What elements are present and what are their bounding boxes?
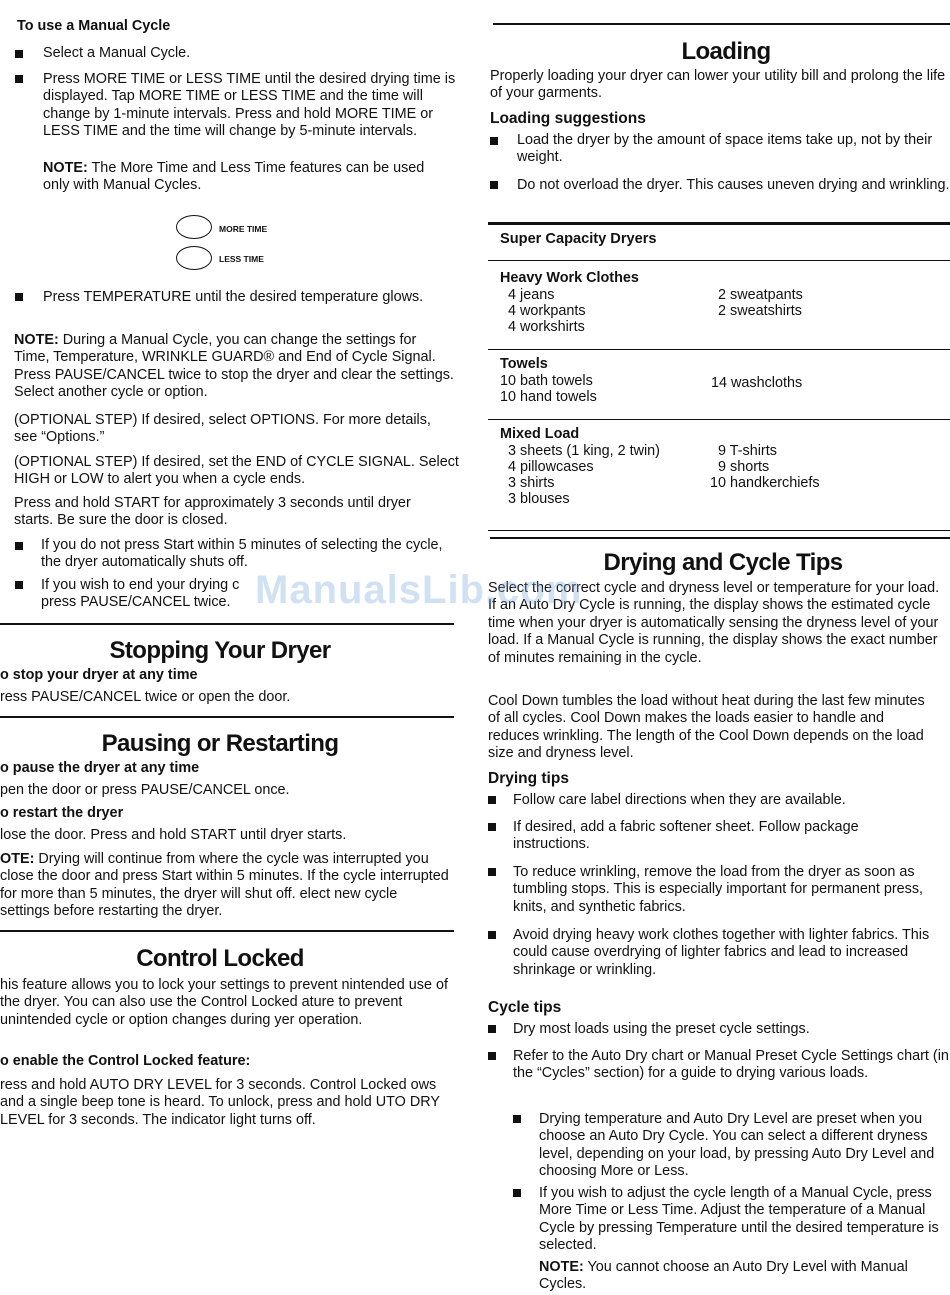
bullet-icon: [15, 542, 23, 550]
bullet-icon: [488, 1052, 496, 1060]
optional-step-signal: (OPTIONAL STEP) If desired, set the END of CYCLE SIGNAL. Select HIGH or LOW to alert you when a cycle ends.: [14, 454, 459, 488]
step-temperature: Press TEMPERATURE until the desired temperature glows.: [43, 289, 424, 305]
stopping-title: Stopping Your Dryer: [109, 637, 331, 664]
control-locked-subheading: o enable the Control Locked feature:: [0, 1053, 251, 1069]
heavy-work-title: Heavy Work Clothes: [500, 270, 639, 286]
bullet-icon: [488, 931, 496, 939]
restart-text: lose the door. Press and hold START until dryer starts.: [0, 827, 347, 843]
bullet-icon: [513, 1189, 521, 1197]
pausing-title: Pausing or Restarting: [101, 730, 339, 757]
more-time-label: MORE TIME: [219, 224, 268, 234]
cycle-tip-4: If you wish to adjust the cycle length of a Manual Cycle, press More Time or Less Time. Adjust the temperature of a Manual Cycle by pressing Temperature until the desired temperature is selected.: [539, 1185, 939, 1254]
manual-cycle-heading: To use a Manual Cycle: [17, 18, 171, 34]
watermark: ManualsLib.com: [255, 568, 583, 612]
step-more-less-time: Press MORE TIME or LESS TIME until the desired drying time is displayed. Tap MORE TIME or LESS TIME and the time will change by 1-minute intervals. Press and hold MORE TIME or LESS TIME and the time will change by 5-minute intervals.: [43, 71, 456, 140]
note-label: NOTE:: [43, 160, 88, 176]
list-item: 4 workshirts: [508, 319, 585, 335]
table-bottom-rule: [488, 530, 950, 531]
section-divider: [0, 623, 454, 625]
note-more-less-time: [43, 160, 443, 195]
bullet-icon: [488, 1025, 496, 1033]
bullet-icon: [15, 293, 23, 301]
list-item: 2 sweatpants: [718, 287, 803, 303]
list-item: 3 blouses: [508, 491, 570, 507]
mixed-load-left-list: [508, 443, 660, 507]
loading-title: Loading: [681, 38, 771, 65]
bullet-icon: [490, 137, 498, 145]
less-time-button-icon: [176, 246, 212, 270]
drying-tip-4: Avoid drying heavy work clothes together with lighter fabrics. This could cause overdrying of lighter fabrics and lead to increased shrinkage or wrinkling.: [513, 927, 930, 978]
tips-paragraph-2: Cool Down tumbles the load without heat during the last few minutes of all cycles. Cool Down makes the loads easier to handle and reduces wrinkling. The length of the Cool Down depends on the load size and dryness level.: [488, 693, 925, 762]
drying-tips-title: Drying and Cycle Tips: [603, 549, 843, 576]
list-item: 4 jeans: [508, 287, 555, 303]
control-locked-text2: ress and hold AUTO DRY LEVEL for 3 seconds. Control Locked ows and a single beep tone is heard. To unlock, press and hold UTO DRY LEVEL for 3 seconds. The indicator light turns off.: [0, 1077, 440, 1128]
step-select-manual: Select a Manual Cycle.: [43, 45, 191, 61]
table-rule: [488, 419, 950, 420]
note-auto-dry: [539, 1259, 950, 1294]
list-item: 10 bath towels: [500, 373, 593, 389]
stopping-text: ress PAUSE/CANCEL twice or open the door.: [0, 689, 291, 705]
drying-tip-1: Follow care label directions when they are available.: [513, 792, 846, 808]
list-item: 2 sweatshirts: [718, 303, 802, 319]
drying-tips-subheading: Drying tips: [488, 770, 569, 787]
loading-intro: Properly loading your dryer can lower your utility bill and prolong the life of your garments.: [490, 68, 946, 102]
mixed-load-title: Mixed Load: [500, 426, 580, 442]
section-divider: [490, 537, 950, 539]
table-rule: [488, 260, 950, 261]
note-text: During a Manual Cycle, you can change the settings for Time, Temperature, WRINKLE GUARD® and End of Cycle Signal. Press PAUSE/CANCEL twice to stop the dryer and clear the settings. Select another cycle or option.: [14, 332, 454, 401]
list-item: 3 sheets (1 king, 2 twin): [508, 443, 660, 459]
bullet-icon: [488, 796, 496, 804]
list-item: 10 handkerchiefs: [710, 475, 820, 491]
more-time-button-icon: [176, 215, 212, 239]
stopping-subheading: o stop your dryer at any time: [0, 667, 198, 683]
loading-subheading: Loading suggestions: [490, 110, 646, 127]
tips-paragraph-1: Select the correct cycle and dryness level or temperature for your load. If an Auto Dry Cycle is running, the display shows the estimated cycle time when your dryer is automatically sensing the dryness level of your load. If a Manual Cycle is running, the display shows the exact number of minutes remaining in the cycle.: [488, 580, 940, 666]
table-rule: [488, 349, 950, 350]
optional-step-options: (OPTIONAL STEP) If desired, select OPTIONS. For more details, see “Options.”: [14, 412, 431, 446]
cycle-tip-3: Drying temperature and Auto Dry Level are preset when you choose an Auto Dry Cycle. You can select a different dryness level, depending on your load, by pressing Auto Dry Level and choosing More or Less.: [539, 1111, 935, 1180]
control-locked-title: Control Locked: [136, 945, 304, 972]
bullet-icon: [488, 868, 496, 876]
bullet-icon: [15, 50, 23, 58]
note-label: NOTE:: [539, 1259, 584, 1275]
cycle-tips-subheading: Cycle tips: [488, 999, 562, 1016]
drying-tip-2: If desired, add a fabric softener sheet. Follow package instructions.: [513, 819, 859, 853]
note-text: The More Time and Less Time features can be used only with Manual Cycles.: [43, 160, 425, 194]
note-text: Drying will continue from where the cycle was interrupted you close the door and press Start within 5 minutes. If the cycle interrupted for more than 5 minutes, the dryer will shut off. elect new cycle settings before restarting the dryer.: [0, 851, 449, 920]
towels-left-list: [500, 373, 597, 405]
list-item: 3 shirts: [508, 475, 555, 491]
list-item: 9 T-shirts: [718, 443, 777, 459]
heavy-work-right-list: [718, 287, 803, 319]
bullet-icon: [15, 581, 23, 589]
list-item: 4 workpants: [508, 303, 586, 319]
pause-text: pen the door or press PAUSE/CANCEL once.: [0, 782, 290, 798]
bullet-icon: [15, 75, 23, 83]
less-time-label: LESS TIME: [219, 254, 264, 264]
bullet-icon: [490, 181, 498, 189]
section-divider: [0, 716, 454, 718]
cycle-tip-1: Dry most loads using the preset cycle settings.: [513, 1021, 810, 1037]
bullet-icon: [488, 823, 496, 831]
pause-subheading: o pause the dryer at any time: [0, 760, 200, 776]
restart-subheading: o restart the dryer: [0, 805, 124, 821]
towels-title: Towels: [500, 356, 548, 372]
note-text: You cannot choose an Auto Dry Level with Manual Cycles.: [539, 1259, 908, 1293]
load-by-space: Load the dryer by the amount of space items take up, not by their weight.: [517, 132, 933, 166]
towels-right-list: [711, 375, 802, 391]
end-cycle-text-a: If you wish to end your drying c: [41, 577, 240, 593]
note-restart: [0, 851, 450, 921]
table-title: Super Capacity Dryers: [500, 231, 657, 247]
section-divider: [493, 23, 950, 25]
section-divider: [0, 930, 454, 932]
bullet-icon: [513, 1115, 521, 1123]
note-manual-settings: [14, 332, 454, 402]
note-label: OTE:: [0, 851, 35, 867]
note-label: NOTE:: [14, 332, 59, 348]
heavy-work-left-list: [508, 287, 586, 335]
control-locked-text: his feature allows you to lock your settings to prevent nintended use of the dryer. You can also use the Control Locked ature to prevent unintended cycle or option changes during yer operation.: [0, 977, 448, 1028]
auto-shutoff-note: If you do not press Start within 5 minutes of selecting the cycle, the dryer automatically shuts off.: [41, 537, 443, 571]
list-item: 9 shorts: [718, 459, 770, 475]
table-top-rule: [488, 222, 950, 225]
end-cycle-text-b: press PAUSE/CANCEL twice.: [41, 594, 231, 611]
list-item: 10 hand towels: [500, 389, 597, 405]
mixed-load-right-list: [710, 443, 820, 491]
drying-tip-3: To reduce wrinkling, remove the load from the dryer as soon as tumbling stops. This is especially important for permanent press, knits, and synthetic fabrics.: [513, 864, 924, 915]
do-not-overload: Do not overload the dryer. This causes uneven drying and wrinkling.: [517, 177, 950, 193]
list-item: 14 washcloths: [711, 375, 803, 391]
cycle-tip-2: Refer to the Auto Dry chart or Manual Preset Cycle Settings chart (in the “Cycles” section) for a guide to drying various loads.: [513, 1048, 949, 1082]
press-start-text: Press and hold START for approximately 3 seconds until dryer starts. Be sure the door is closed.: [14, 495, 411, 529]
list-item: 4 pillowcases: [508, 459, 594, 475]
